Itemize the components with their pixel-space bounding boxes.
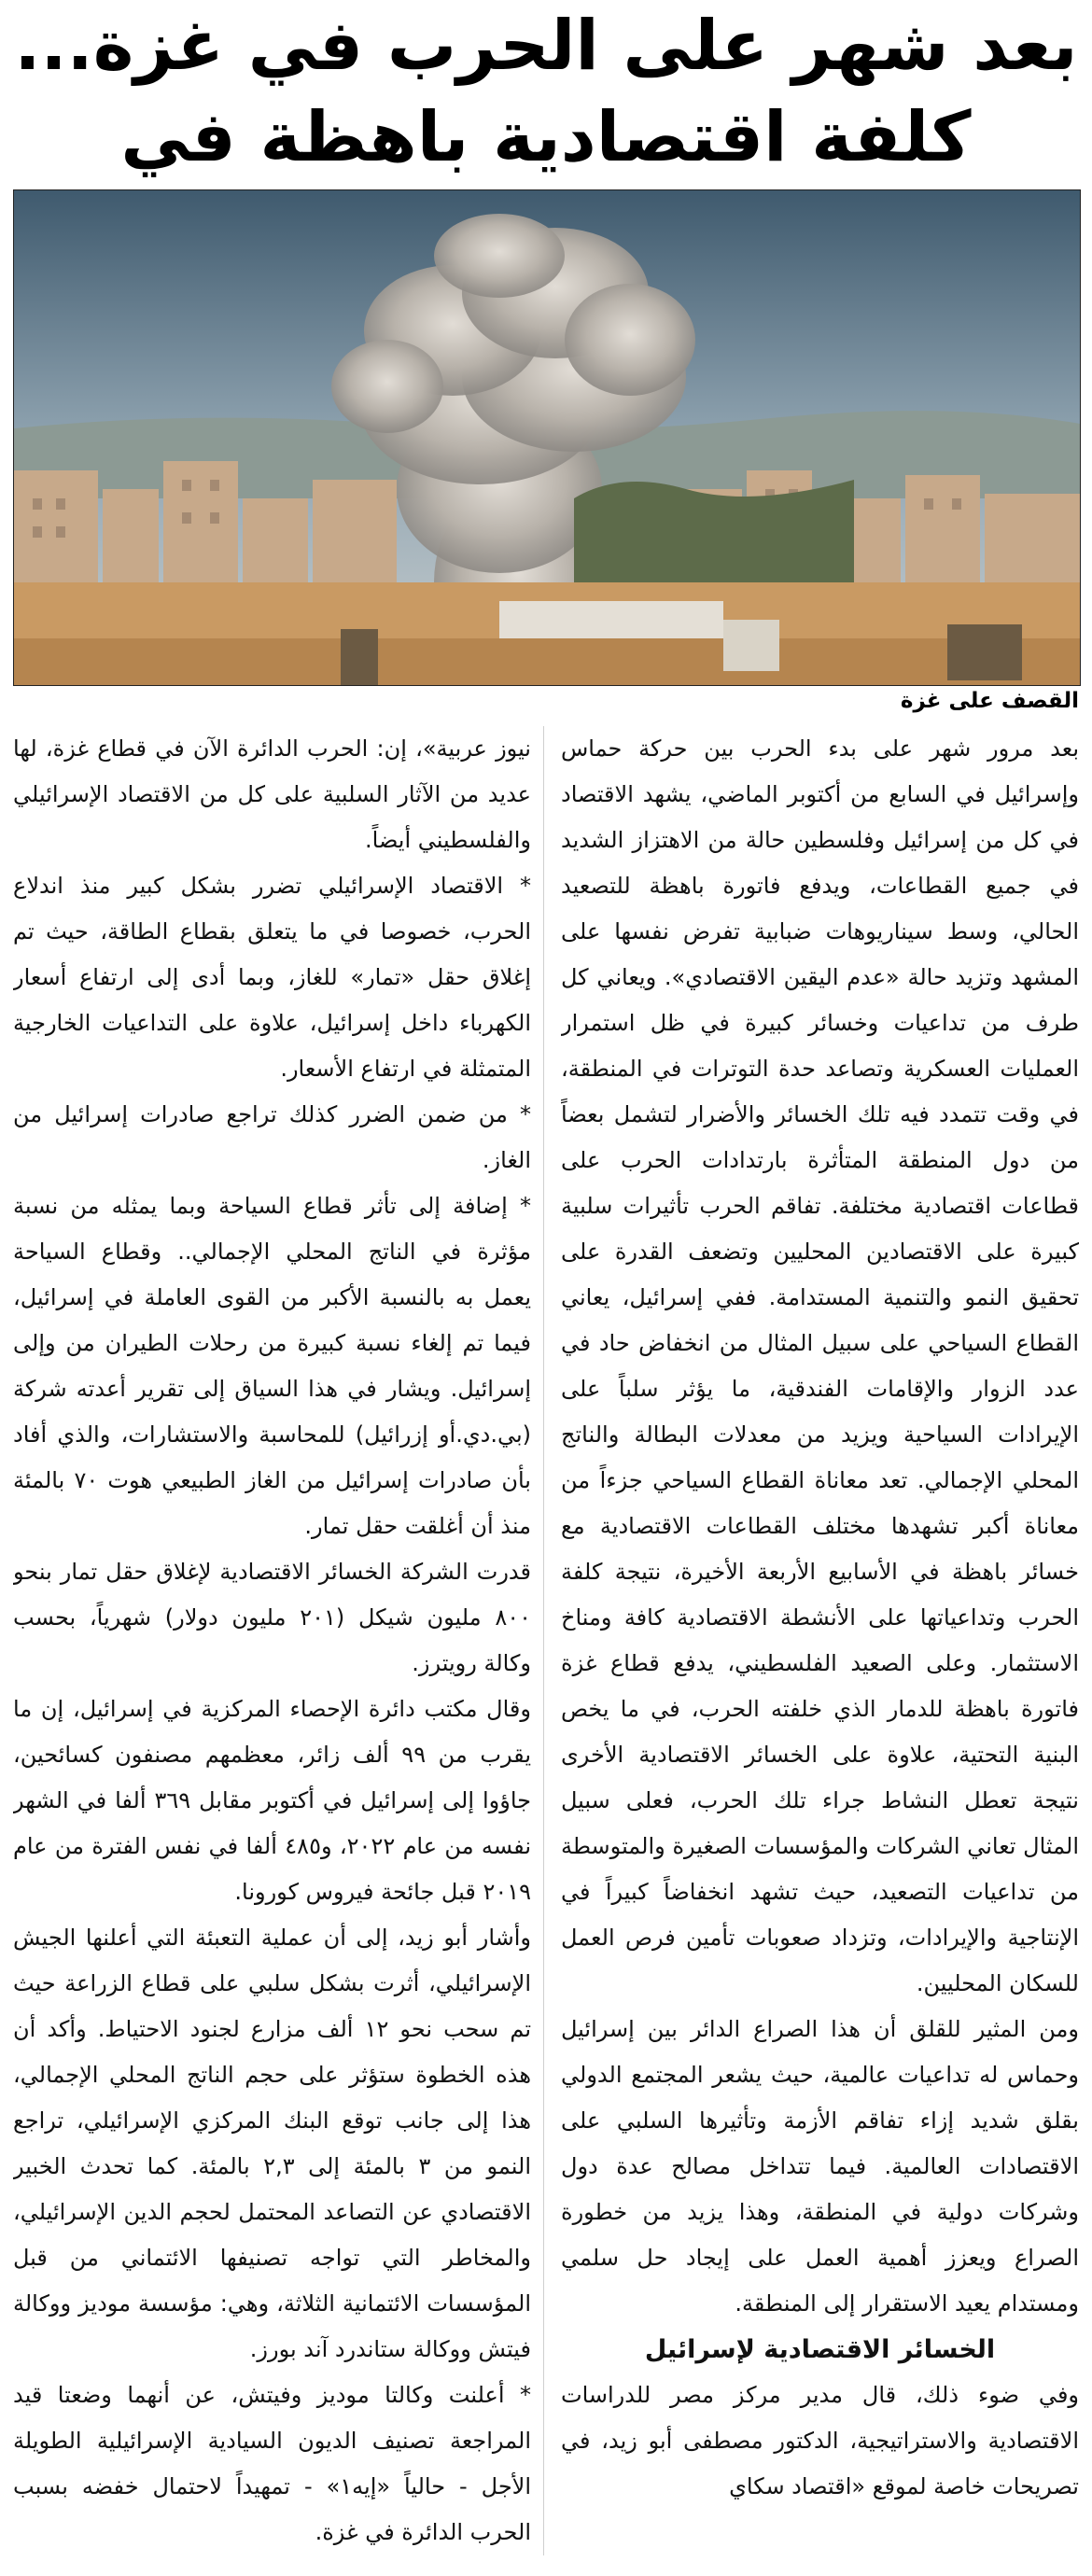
photo-caption: القصف على غزة (900, 689, 1079, 713)
headline-line-1: بعد شهر على الحرب في غزة... (14, 6, 1078, 86)
paragraph: * الاقتصاد الإسرائيلي تضرر بشكل كبير منذ اندلاع الحرب، خصوصا في ما يتعلق بقطاع الطاقة، حيث تم إغلاق حقل «تمار» للغاز، وبما أدى إلى ارتفاع أسعار الكهرباء داخل إسرائيل، علاوة على التداعيات الخارجية المتمثلة في ارتفاع الأسعار. (13, 873, 531, 1082)
paragraph: * أعلنت وكالتا موديز وفيتش، عن أنهما وضعتا قيد المراجعة تصنيف الديون السيادية الإسرائيلية الطويلة الأجل - حالياً «إيه١» - تمهيداً لاحتمال خفضه بسبب الحرب الدائرة في غزة. (13, 2382, 531, 2545)
paragraph: وأشار أبو زيد، إلى أن عملية التعبئة التي أعلنها الجيش الإسرائيلي، أثرت بشكل سلبي على قطاع الزراعة حيث تم سحب نحو ١٢ ألف مزارع لجنود الاحتياط. وأكد أن هذه الخطوة ستؤثر على حجم الناتج المحلي الإجمالي، هذا إلى جانب توقع البنك المركزي الإسرائيلي، تراجع النمو من ٣ بالمئة إلى ٢,٣ بالمئة. كما تحدث الخبير الاقتصادي عن التصاعد المحتمل لحجم الدين الإسرائيلي، والمخاطر التي تواجه تصنيفها الائتماني من قبل المؤسسات الائتمانية الثلاثة، وهي: مؤسسة موديز ووكالة فيتش ووكالة ستاندرد آند بورز. (13, 1925, 531, 2362)
headline (0, 0, 1092, 187)
headline-line-2: كلفة اقتصادية باهظة في (120, 97, 972, 177)
paragraph: ومن المثير للقلق أن هذا الصراع الدائر بين إسرائيل وحماس له تداعيات عالمية، حيث يشعر المجتمع الدولي بقلق شديد إزاء تفاقم الأزمة وتأثيرها السلبي على الاقتصادات العالمية. فيما تتداخل مصالح عدة دول وشركات دولية في المنطقة، وهذا يزيد من خطورة الصراع ويعزز أهمية العمل على إيجاد حل سلمي ومستدام يعيد الاستقرار إلى المنطقة. (561, 2016, 1079, 2317)
photo-illustration (14, 190, 1080, 685)
paragraph: قدرت الشركة الخسائر الاقتصادية لإغلاق حقل تمار بنحو ٨٠٠ مليون شيكل (٢٠١ مليون دولار) شهرياً، بحسب وكالة رويترز. (13, 1559, 531, 1676)
paragraph: * إضافة إلى تأثر قطاع السياحة وبما يمثله من نسبة مؤثرة في الناتج المحلي الإجمالي.. وقطاع السياحة يعمل به بالنسبة الأكبر من القوى العاملة في إسرائيل، فيما تم إلغاء نسبة كبيرة من رحلات الطيران من وإلى إسرائيل. ويشار في هذا السياق إلى تقرير أعدته شركة (بي.دي.أو إزرائيل) للمحاسبة والاستشارات، والذي أفاد بأن صادرات إسرائيل من الغاز الطبيعي هوت ٧٠ بالمئة منذ أن أغلقت حقل تمار. (13, 1193, 531, 1539)
paragraph: وقال مكتب دائرة الإحصاء المركزية في إسرائيل، إن ما يقرب من ٩٩ ألف زائر، معظمهم مصنفون كسائحين، جاؤوا إلى إسرائيل في أكتوبر مقابل ٣٦٩ ألفا في الشهر نفسه من عام ٢٠٢٢، و٤٨٥ ألفا في نفس الفترة من عام ٢٠١٩ قبل جائحة فيروس كورونا. (13, 1696, 531, 1905)
news-photo-smoke-over-gaza (13, 189, 1081, 686)
paragraph: بعد مرور شهر على بدء الحرب بين حركة حماس وإسرائيل في السابع من أكتوبر الماضي، يشهد الاقتصاد في كل من إسرائيل وفلسطين حالة من الاهتزاز الشديد في جميع القطاعات، ويدفع فاتورة باهظة للتصعيد الحالي، وسط سيناريوهات ضبابية تفرض نفسها على المشهد وتزيد حالة «عدم اليقين الاقتصادي». ويعاني كل طرف من تداعيات وخسائر كبيرة في ظل استمرار العمليات العسكرية وتصاعد حدة التوترات في المنطقة، في وقت تتمدد فيه تلك الخسائر والأضرار لتشمل بعضاً من دول المنطقة المتأثرة بارتدادات الحرب على قطاعات اقتصادية مختلفة. تفاقم الحرب تأثيرات سلبية كبيرة على الاقتصادين المحليين وتضعف القدرة على تحقيق النمو والتنمية المستدامة. ففي إسرائيل، يعاني القطاع السياحي على سبيل المثال من انخفاض حاد في عدد الزوار والإقامات الفندقية، ما يؤثر سلباً على الإيرادات السياحية ويزيد من معدلات البطالة والناتج المحلي الإجمالي. تعد معاناة القطاع السياحي جزءاً من معاناة أكبر تشهدها مختلف القطاعات الاقتصادية مع خسائر باهظة في الأسابيع الأربعة الأخيرة، نتيجة كلفة الحرب وتداعياتها على الأنشطة الاقتصادية كافة ومناخ الاستثمار. وعلى الصعيد الفلسطيني، يدفع قطاع غزة فاتورة باهظة للدمار الذي خلفته الحرب، في ما يخص البنية التحتية، علاوة على الخسائر الاقتصادية الأخرى نتيجة تعطل النشاط جراء تلك الحرب، فعلى سبيل المثال تعاني الشركات والمؤسسات الصغيرة والمتوسطة من تداعيات التصعيد، حيث تشهد انخفاضاً كبيراً في الإنتاجية والإيرادات، وتزداد صعوبات تأمين فرص العمل للسكان المحليين. (561, 735, 1079, 1996)
section-subheading: الخسائر الاقتصادية لإسرائيل (644, 2335, 996, 2364)
article-column-left (13, 726, 531, 2555)
article-column-right (561, 726, 1079, 2555)
paragraph: وفي ضوء ذلك، قال مدير مركز مصر للدراسات الاقتصادية والاستراتيجية، الدكتور مصطفى أبو زيد، في تصريحات خاصة لموقع «اقتصاد سكاي (561, 2382, 1079, 2499)
paragraph: نيوز عربية»، إن: الحرب الدائرة الآن في قطاع غزة، لها عديد من الآثار السلبية على كل من الاقتصاد الإسرائيلي والفلسطيني أيضاً. (13, 735, 531, 853)
paragraph: * من ضمن الضرر كذلك تراجع صادرات إسرائيل من الغاز. (13, 1101, 531, 1173)
article-body (13, 726, 1079, 2555)
